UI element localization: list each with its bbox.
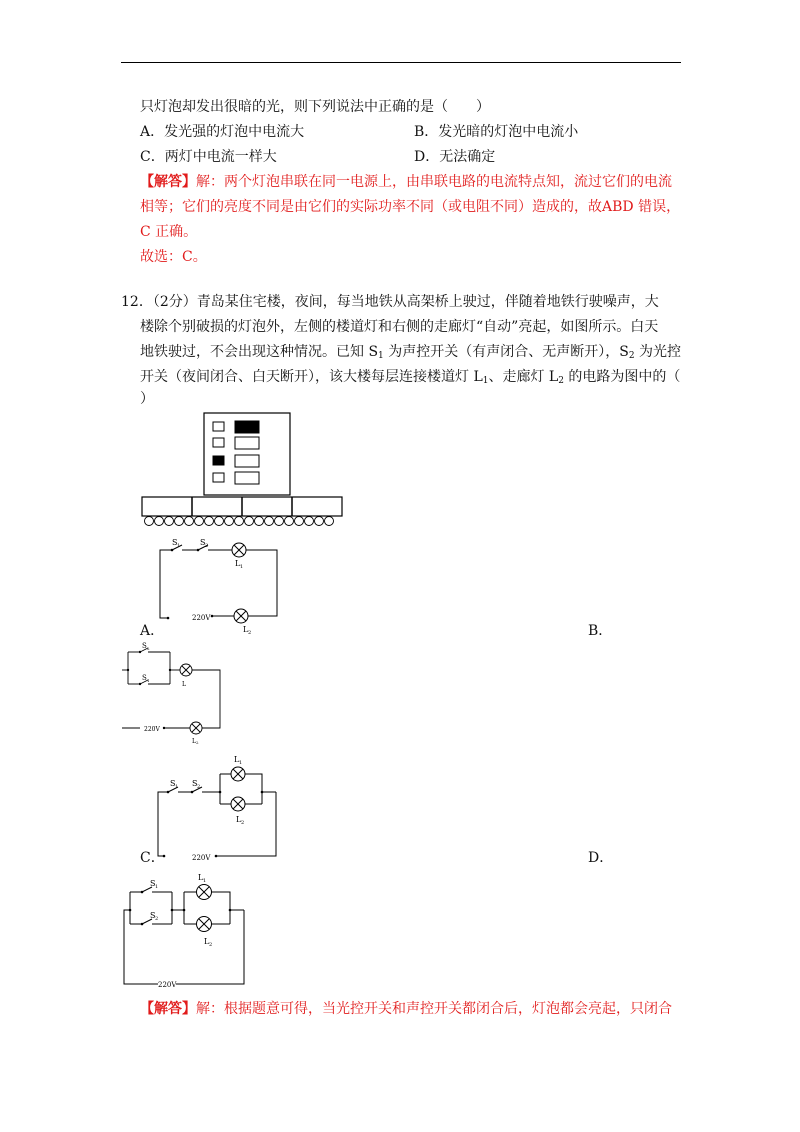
- svg-text:L: L: [182, 681, 186, 688]
- option-a-label: A．: [140, 623, 165, 639]
- q12-line4: [140, 368, 680, 390]
- option-c-label: C．: [140, 850, 165, 866]
- q12-line5: ）: [140, 391, 154, 407]
- q12-line3-a: 地铁驶过，不会出现这种情况。已知 S: [140, 344, 379, 360]
- q11-answer-text1: 解：两个灯泡串联在同一电源上，由串联电路的电流特点知，流过它们的电流: [196, 174, 672, 190]
- svg-text:220V: 220V: [192, 854, 211, 862]
- q12-line3-b: 为声控开关（有声闭合、无声断开），S: [383, 344, 629, 360]
- q12-answer-line1: [140, 1000, 672, 1018]
- q11-answer-tag: 【解答】: [140, 174, 196, 190]
- q12-line4-b: 、走廊灯 L: [488, 369, 559, 385]
- building-illustration: [138, 408, 348, 530]
- svg-text:S: S: [142, 642, 147, 650]
- svg-text:S: S: [172, 538, 178, 547]
- svg-text:L: L: [234, 755, 240, 764]
- svg-text:2: 2: [197, 784, 201, 790]
- q11-stem: 只灯泡却发出很暗的光，则下列说法中正确的是（ ）: [140, 99, 490, 115]
- svg-text:S: S: [170, 779, 176, 788]
- q12-answer-text1: 解：根据题意可得，当光控开关和声控开关都闭合后，灯泡都会亮起，只闭合: [196, 1001, 672, 1017]
- circuit-c: [150, 752, 285, 864]
- svg-text:L: L: [192, 738, 196, 745]
- svg-text:S: S: [142, 674, 147, 682]
- svg-text:1: 1: [177, 543, 181, 549]
- q12-line1: 12．（2分）青岛某住宅楼，夜间，每当地铁从高架桥上驶过，伴随着地铁行驶噪声，大: [121, 294, 659, 310]
- svg-text:1: 1: [239, 760, 243, 766]
- svg-text:L: L: [236, 815, 242, 824]
- q12-line4-a: 开关（夜间闭合、白天断开），该大楼每层连接楼道灯 L: [140, 369, 483, 385]
- q12-answer-tag: 【解答】: [140, 1001, 196, 1017]
- svg-text:220V: 220V: [192, 614, 211, 622]
- q12-line3-sub1: 1: [378, 351, 384, 361]
- circuit-a: [150, 534, 290, 636]
- svg-text:2: 2: [147, 646, 150, 651]
- q12-line4-sub1: 1: [482, 376, 489, 386]
- option-d-label: D．: [588, 850, 614, 866]
- q12-line4-sub2: 2: [558, 376, 564, 386]
- circuit-b: [118, 642, 228, 747]
- q11-answer-line4: 故选：C。: [140, 249, 207, 265]
- svg-text:2: 2: [196, 740, 199, 745]
- svg-text:1: 1: [175, 784, 179, 790]
- svg-text:L: L: [198, 873, 204, 882]
- q11-option-c: C．两灯中电流一样大: [140, 149, 277, 165]
- svg-text:S: S: [200, 538, 206, 547]
- q11-option-b: B．发光暗的灯泡中电流小: [414, 124, 579, 140]
- svg-text:S: S: [150, 911, 156, 920]
- svg-text:2: 2: [205, 543, 209, 549]
- svg-text:2: 2: [241, 820, 245, 826]
- q11-option-a: A．发光强的灯泡中电流大: [140, 124, 305, 140]
- svg-text:1: 1: [240, 564, 244, 570]
- q12-line2: 楼除个别破损的灯泡外，左侧的楼道灯和右侧的走廊灯“自动”亮起，如图所示。白天: [140, 319, 659, 335]
- q11-answer-line1: [140, 173, 672, 191]
- q12-line3: [140, 343, 681, 365]
- svg-text:S: S: [192, 779, 198, 788]
- svg-text:1: 1: [147, 678, 150, 683]
- q12-line3-sub2: 2: [628, 351, 635, 361]
- svg-text:L: L: [235, 559, 241, 568]
- svg-text:220V: 220V: [158, 981, 177, 989]
- option-b-label: B．: [588, 623, 613, 639]
- q12-line4-c: 的电路为图中的（: [563, 369, 681, 385]
- circuit-d: [118, 870, 253, 992]
- svg-text:L: L: [243, 625, 249, 634]
- svg-text:220V: 220V: [144, 726, 160, 733]
- svg-text:2: 2: [155, 916, 159, 922]
- q11-option-d: D．无法确定: [414, 149, 496, 165]
- q11-answer-line2: 相等；它们的亮度不同是由它们的实际功率不同（或电阻不同）造成的，故ABD 错误，: [140, 199, 681, 215]
- q11-answer-line3: C 正确。: [140, 224, 198, 240]
- svg-text:L: L: [204, 937, 210, 946]
- svg-text:2: 2: [248, 630, 252, 636]
- svg-text:1: 1: [203, 878, 207, 884]
- header-rule: [121, 62, 681, 63]
- svg-text:1: 1: [155, 884, 159, 890]
- q12-line3-c: 为光控: [634, 344, 682, 360]
- svg-text:S: S: [150, 879, 156, 888]
- svg-text:2: 2: [209, 942, 213, 948]
